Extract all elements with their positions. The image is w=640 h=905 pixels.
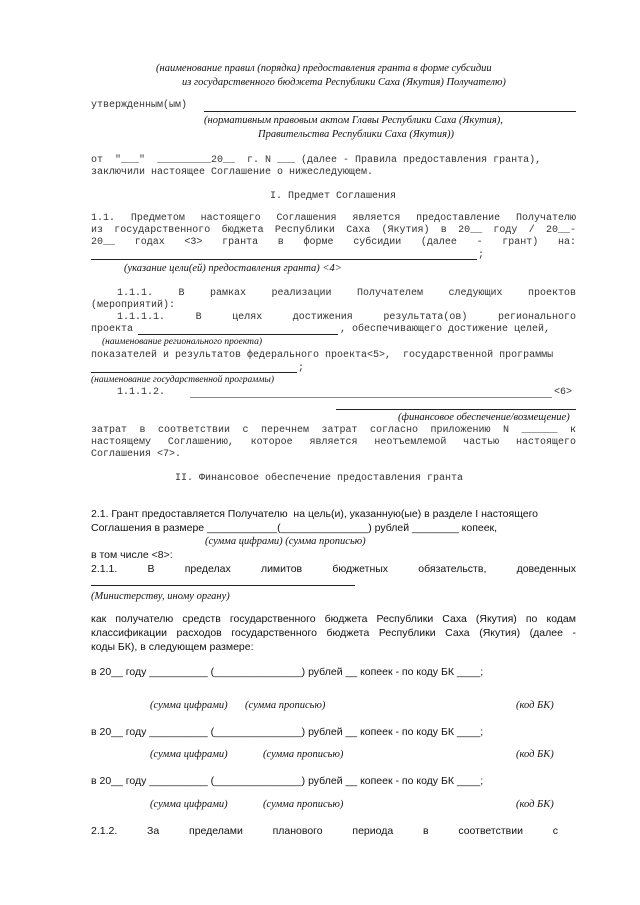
section2-p211-line1: 2.1.1. В пределах лимитов бюджетных обязательств, доведенных	[91, 563, 576, 575]
section2-p211-line2: как получателю средств государственного бюджета Республики Саха (Якутия) по кодам	[91, 613, 576, 625]
state-program-blank-line	[91, 372, 297, 373]
section1-p1-line1: 1.1. Предметом настоящего Соглашения является предоставление Получателю	[91, 213, 576, 224]
section2-title: II. Финансовое обеспечение предоставления гранта	[175, 473, 464, 484]
section1-p1-line3: 20__ годах <3> гранта в форме субсидии (далее - грант) на:	[91, 237, 576, 248]
regional-project-blank-line	[138, 334, 338, 335]
p12-caption: (финансовое обеспечение/возмещение)	[398, 412, 570, 423]
year-row-2-caption-digits: (сумма цифрами)	[150, 749, 228, 760]
approved-blank-line	[204, 111, 576, 112]
year-row-2-caption-words: (сумма прописью)	[263, 749, 344, 760]
intro-line2: заключили настоящее Соглашение о нижеследующем.	[91, 167, 374, 178]
year-row-1: в 20__ году __________ (_______________) рублей __ копеек - по коду БК ____;	[91, 666, 484, 678]
section1-p1111-line2a: проекта	[91, 324, 134, 335]
year-row-3: в 20__ году __________ (_______________) рублей __ копеек - по коду БК ____;	[91, 775, 484, 787]
approved-caption-line2: Правительства Республики Саха (Якутия))	[258, 129, 454, 140]
section2-p211-line4: коды БК), в следующем размере:	[91, 641, 254, 653]
year-row-3-caption-words: (сумма прописью)	[263, 799, 344, 810]
approved-label: утвержденным(ым)	[91, 100, 188, 111]
year-row-2-caption-code: (код БК)	[516, 749, 554, 760]
purpose-blank-line	[91, 259, 477, 260]
purpose-caption: (указание цели(ей) предоставления гранта) <4>	[124, 263, 342, 274]
section2-p21-line3: в том числе <8>:	[91, 549, 173, 561]
section1-p111-line1: 1.1.1. В рамках реализации Получателем следующих проектов	[117, 288, 576, 299]
section2-p21-line1: 2.1. Грант предоставляется Получателю на цель(и), указанную(ые) в разделе I настоящего	[91, 508, 539, 520]
year-row-2: в 20__ году __________ (_______________) рублей __ копеек - по коду БК ____;	[91, 726, 484, 738]
approved-caption-line1: (нормативным правовым актом Главы Республики Саха (Якутия),	[204, 115, 503, 126]
year-row-1-caption-words: (сумма прописью)	[245, 700, 326, 711]
section2-p21-line2: Соглашения в размере ____________(_______________) рублей ________ копеек,	[91, 522, 498, 534]
section1-p1112: 1.1.1.2.	[117, 387, 166, 398]
section1-p1-line2: из государственного бюджета Республики Саха (Якутия) в 20__ году / 20__-	[91, 225, 576, 236]
section2-p21-caption: (сумма цифрами) (сумма прописью)	[205, 536, 366, 547]
state-program-caption: (наименование государственной программы)	[91, 375, 274, 385]
section1-p1111-line3: показателей и результатов федерального проекта<5>, государственной программы	[91, 350, 554, 361]
section1-p12-line3: настоящему Соглашению, которое является неотъемлемой частью настоящего	[91, 437, 576, 448]
state-program-end: ;	[298, 363, 305, 374]
grant-rules-caption-line1: (наименование правил (порядка) предоставления гранта в форме субсидии	[156, 63, 492, 74]
p1112-blank-line	[190, 397, 552, 398]
year-row-3-caption-digits: (сумма цифрами)	[150, 799, 228, 810]
year-row-1-caption-code: (код БК)	[516, 700, 554, 711]
grant-rules-caption-line2: из государственного бюджета Республики Саха (Якутия) Получателю)	[182, 77, 506, 88]
intro-line1: от "___" _________20__ г. N ___ (далее - Правила предоставления гранта),	[91, 155, 542, 166]
section2-p212-line1: 2.1.2. За пределами планового периода в соответствии с	[91, 825, 558, 837]
p1112-ref: <6>	[554, 387, 573, 398]
regional-project-caption: (наименование регионального проекта)	[102, 337, 263, 347]
year-row-3-caption-code: (код БК)	[516, 799, 554, 810]
section1-p1111-line2b: , обеспечивающего достижение целей,	[340, 324, 551, 335]
p12-blank-line	[336, 409, 576, 410]
section1-p12-line4: Соглашения <7>.	[91, 449, 182, 460]
section1-p1111-line1: 1.1.1.1. В целях достижения результата(ов) регионального	[117, 312, 576, 323]
section1-p111-line2: (мероприятий):	[91, 300, 176, 311]
ministry-blank-line	[91, 585, 355, 586]
ministry-caption: (Министерству, иному органу)	[91, 591, 230, 602]
year-row-1-caption-digits: (сумма цифрами)	[150, 700, 228, 711]
purpose-end: ;	[478, 250, 485, 261]
section1-title: I. Предмет Соглашения	[270, 191, 397, 202]
section2-p211-line3: классификации расходов государственного бюджета Республики Саха (Якутия) (далее -	[91, 627, 576, 639]
section1-p12-line2: затрат в соответствии с перечнем затрат согласно приложению N ______ к	[91, 425, 576, 436]
